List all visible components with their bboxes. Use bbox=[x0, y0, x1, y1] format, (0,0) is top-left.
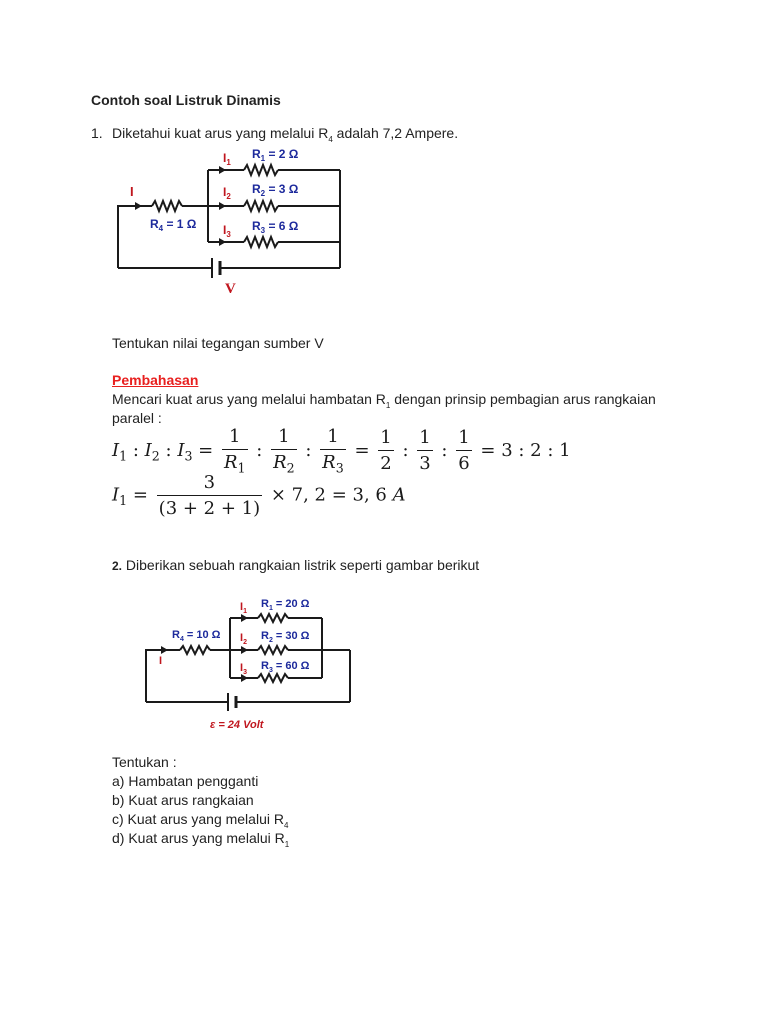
label-R1: $R_1 = 2$ Ω bbox=[252, 147, 299, 163]
q1-number: 1. bbox=[91, 125, 103, 141]
q2-item-c: c) Kuat arus yang melalui $R_4$ bbox=[112, 811, 289, 830]
q1-intro: Diketahui kuat arus yang melalui $R_4$ adalah 7,2 Ampere. bbox=[112, 125, 459, 144]
label-I2: $I_2$ bbox=[223, 185, 231, 201]
current-arrow-I3 bbox=[219, 238, 226, 246]
solution-line-2: paralel : bbox=[112, 410, 162, 426]
solution-line-1: Mencari kuat arus yang melalui hambatan $R_1$ dengan prinsip pembagian arus rangkaian bbox=[112, 391, 656, 410]
label-R2-2: $R_2 = 30$ Ω bbox=[261, 630, 310, 644]
label-R3: $R_3 = 6$ Ω bbox=[252, 219, 299, 235]
q2-item-d: d) Kuat arus yang melalui $R_1$ bbox=[112, 830, 290, 849]
q2-item-a: a) Hambatan pengganti bbox=[112, 773, 259, 789]
label-I3-2: $I_3$ bbox=[240, 662, 247, 676]
label-R3-2: $R_3 = 60$ Ω bbox=[261, 660, 310, 674]
current-arrow-I1-2 bbox=[241, 614, 248, 622]
label-V: V bbox=[225, 281, 236, 295]
label-I1: $I_1$ bbox=[223, 151, 231, 167]
circuit-diagram-1 bbox=[112, 145, 352, 295]
q2-item-b: b) Kuat arus rangkaian bbox=[112, 792, 254, 808]
label-emf: ε = 24 Volt bbox=[210, 719, 264, 731]
label-I2-2: $I_2$ bbox=[240, 632, 247, 646]
equation-I1: $I_1$ = $\frac{3}{(3 + 2 + 1)}$ × 7, 2 = 3, 6 A bbox=[112, 472, 406, 519]
q1-question: Tentukan nilai tegangan sumber V bbox=[112, 335, 324, 351]
document-title: Contoh soal Listruk Dinamis bbox=[91, 92, 281, 108]
label-I: I bbox=[130, 184, 134, 199]
q2-intro: 2. Diberikan sebuah rangkaian listrik seperti gambar berikut bbox=[112, 557, 480, 573]
current-arrow-I bbox=[135, 202, 142, 210]
label-R4: $R_4 = 1$ Ω bbox=[150, 217, 197, 233]
label-I1-2: $I_1$ bbox=[240, 601, 247, 615]
solution-heading: Pembahasan bbox=[112, 372, 199, 388]
circuit-diagram-2 bbox=[140, 594, 360, 736]
current-arrow-I1 bbox=[219, 166, 226, 174]
label-R1-2: $R_1 = 20$ Ω bbox=[261, 598, 310, 612]
q2-prompt: Tentukan : bbox=[112, 754, 177, 770]
current-arrow-I2-2 bbox=[241, 646, 248, 654]
current-arrow-I-2 bbox=[161, 646, 168, 654]
label-I-2: I bbox=[159, 655, 163, 667]
current-arrow-I2 bbox=[219, 202, 226, 210]
label-I3: $I_3$ bbox=[223, 223, 231, 239]
equation-current-ratio: $I_1$ : $I_2$ : $I_3$ = $\frac{1}{R_1}$ : $\frac{1}{R_2}$ : $\frac{1}{R_3}$ = $\frac{1}{2}$ : $\frac{1}{3}$ : $\frac{1}{6}$ = 3 : 2 : 1 bbox=[112, 426, 571, 476]
label-R2: $R_2 = 3$ Ω bbox=[252, 182, 299, 198]
label-R4-2: $R_4 = 10$ Ω bbox=[172, 629, 221, 643]
